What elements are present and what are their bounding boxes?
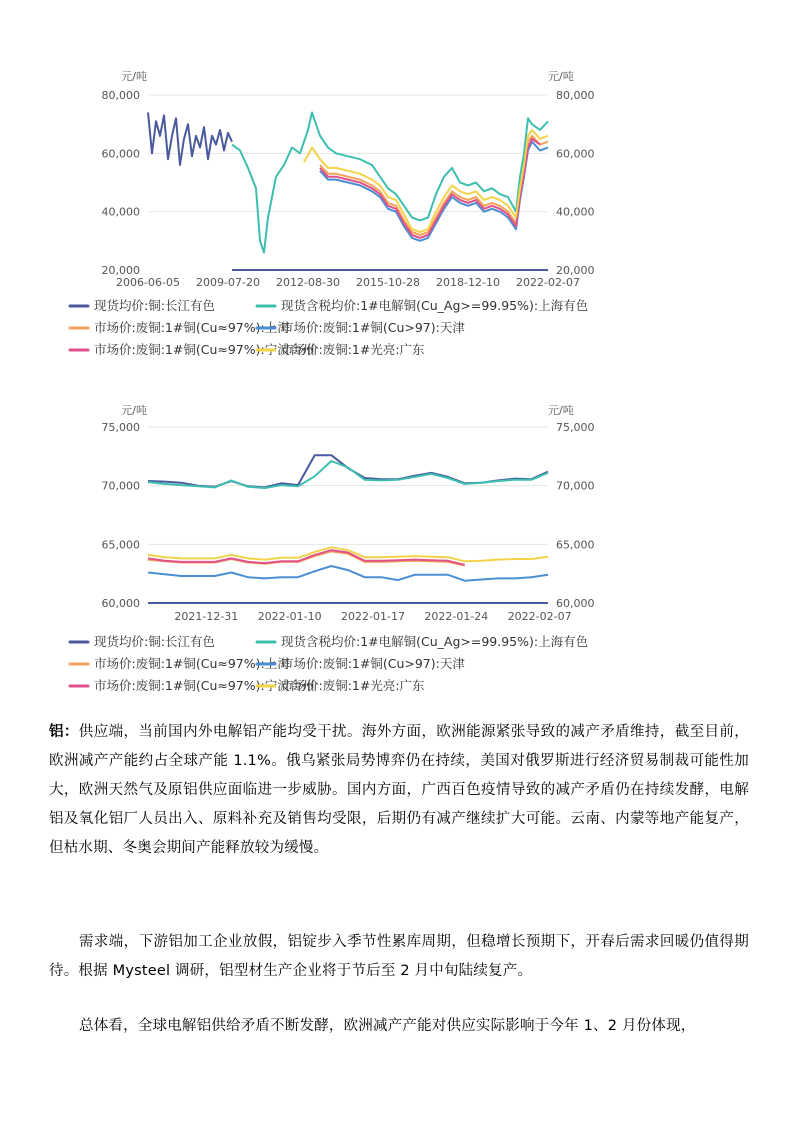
series-line <box>232 113 548 253</box>
legend-label: 现货含税均价:1#电解铜(Cu_Ag>=99.95%):上海有色 <box>281 634 589 649</box>
x-tick-label: 2022-02-07 <box>516 276 580 289</box>
y-tick-label-left: 20,000 <box>101 264 140 277</box>
y-tick-label-left: 40,000 <box>101 205 140 219</box>
chart-copy-price-long <box>0 60 793 385</box>
y-axis-unit-right: 元/吨 <box>548 70 574 83</box>
y-tick-label-right: 20,000 <box>556 264 595 277</box>
y-tick-label-left: 80,000 <box>101 89 140 102</box>
series-line <box>148 113 232 166</box>
y-axis-unit-left: 元/吨 <box>121 404 147 417</box>
x-tick-label: 2009-07-20 <box>196 276 260 289</box>
x-tick-label: 2022-02-07 <box>507 610 572 623</box>
x-tick-label: 2006-06-05 <box>116 276 180 289</box>
y-tick-label-right: 60,000 <box>556 147 595 161</box>
y-tick-label-right: 60,000 <box>556 597 595 610</box>
legend-label: 现货均价:铜:长江有色 <box>94 634 215 649</box>
x-tick-label: 2015-10-28 <box>356 276 420 289</box>
x-tick-label: 2012-08-30 <box>276 276 340 289</box>
legend-label: 现货含税均价:1#电解铜(Cu_Ag>=99.95%):上海有色 <box>281 298 589 313</box>
aluminum-body: 供应端，当前国内外电解铝产能均受干扰。海外方面，欧洲能源紧张导致的减产矛盾维持，截至目前，欧洲减产产能约占全球产能 1.1%。俄乌紧张局势博弈仍在持续，美国对俄罗斯进行经济贸易制裁可能性加大，欧洲天然气及原铝供应面临进一步威胁。国内方面，广西百色疫情导致的减产矛盾仍在持续发酵，电解铝及氧化铝厂人员出入、原料补充及销售均受限，后期仍有减产继续扩大可能。云南、内蒙等地产能复产，但枯水期、冬奥会期间产能释放较为缓慢。 <box>49 724 749 856</box>
y-tick-label-left: 70,000 <box>101 479 140 493</box>
legend-label: 市场价:废铜:1#铜(Cu>97):天津 <box>281 656 465 671</box>
demand-paragraph: 需求端，下游铝加工企业放假，铝锭步入季节性累库周期，但稳增长预期下，开春后需求回暖仍值得期待。根据 Mysteel 调研，铝型材生产企业将于节后至 2 月中旬陆续复产。 <box>49 934 749 979</box>
x-tick-label: 2022-01-10 <box>257 610 322 623</box>
x-tick-label: 2022-01-24 <box>424 610 489 623</box>
y-tick-label-left: 65,000 <box>101 538 140 552</box>
y-tick-label-right: 75,000 <box>556 421 595 434</box>
legend-label: 市场价:废铜:1#铜(Cu>97):天津 <box>281 320 465 335</box>
aluminum-lead: 铝： <box>49 724 79 740</box>
y-tick-label-left: 75,000 <box>101 421 140 434</box>
series-line <box>148 461 548 488</box>
x-tick-label: 2018-12-10 <box>436 276 500 289</box>
y-tick-label-right: 40,000 <box>556 205 595 219</box>
x-tick-label: 2021-12-31 <box>174 610 239 623</box>
aluminum-paragraph <box>49 718 749 863</box>
legend-label: 市场价:废铜:1#铜(Cu≈97%):宁波台州 <box>94 678 315 693</box>
chart-copy-price-recent <box>0 395 793 710</box>
y-tick-label-left: 60,000 <box>101 597 140 610</box>
legend-label: 市场价:废铜:1#铜(Cu≈97%):上海 <box>94 320 290 335</box>
y-tick-label-right: 80,000 <box>556 89 595 102</box>
legend-label: 市场价:废铜:1#光亮:广东 <box>281 678 425 693</box>
legend-label: 市场价:废铜:1#铜(Cu≈97%):上海 <box>94 656 290 671</box>
legend-label: 市场价:废铜:1#铜(Cu≈97%):宁波台州 <box>94 342 315 357</box>
x-tick-label: 2022-01-17 <box>341 610 405 623</box>
summary-paragraph: 总体看，全球电解铝供给矛盾不断发酵，欧洲减产产能对供应实际影响于今年 1、2 月份体现， <box>79 1018 696 1034</box>
y-axis-unit-left: 元/吨 <box>121 70 147 83</box>
y-tick-label-right: 65,000 <box>556 538 595 552</box>
legend-label: 现货均价:铜:长江有色 <box>94 298 215 313</box>
y-axis-unit-right: 元/吨 <box>548 404 574 417</box>
legend-label: 市场价:废铜:1#光亮:广东 <box>281 342 425 357</box>
series-line <box>148 566 548 581</box>
y-tick-label-left: 60,000 <box>101 147 140 161</box>
series-line <box>320 136 548 235</box>
y-tick-label-right: 70,000 <box>556 479 595 493</box>
